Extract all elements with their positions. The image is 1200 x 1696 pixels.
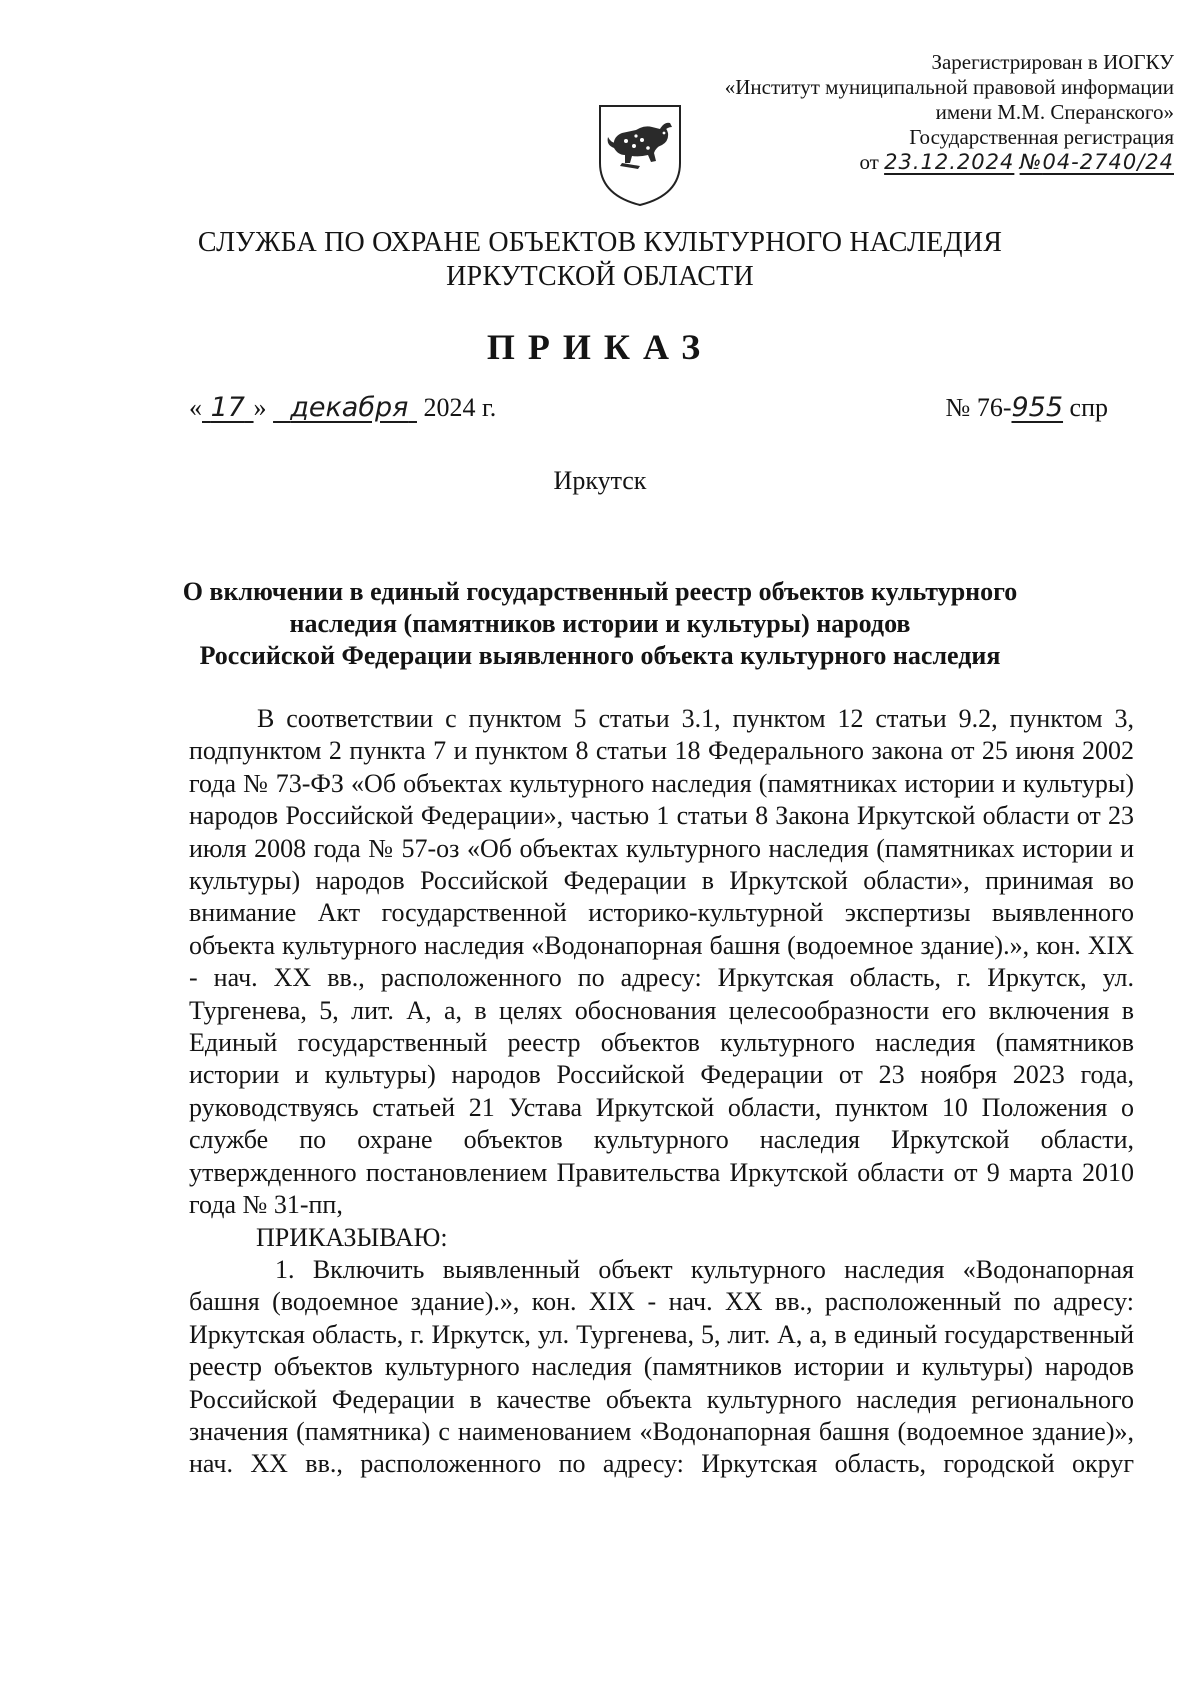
registration-number: 04-2740/24 (1042, 150, 1174, 174)
registration-date: 23.12.2024 (884, 150, 1015, 174)
preamble-paragraph: В соответствии с пунктом 5 статьи 3.1, пунктом 12 статьи 9.2, пунктом 3, подпунктом 2 пункта 7 и пунктом 8 статьи 18 Федерального закона от 25 июня 2002 года № 73-ФЗ «Об объектах культурного наследия (памятниках истории и культуры) народов Российской Федерации», частью 1 статьи 8 Закона Иркутской области от 23 июля 2008 года № 57-оз «Об объектах культурного наследия (памятниках истории и культуры) народов Российской Федерации в Иркутской области», принимая во внимание Акт государственной историко-культурной экспертизы выявленного объекта культурного наследия «Водонапорная башня (водоемное здание).», кон. XIX - нач. XX вв., расположенного по адресу: Иркутская область, г. Иркутск, ул. Тургенева, 5, лит. А, а, в целях обоснования целесообразности его включения в Единый государственный реестр объектов культурного наследия (памятников истории и культуры) народов Российской Федерации от 23 ноября 2023 года, руководствуясь статьей 21 Устава Иркутской области, пунктом 10 Положения о службе по охране объектов культурного наследия Иркутской области, утвержденного постановлением Правительства Иркутской области от 9 марта 2010 года № 31-пп, (189, 704, 1134, 1220)
city: Иркутск (553, 466, 647, 495)
agency-name-line-2: ИРКУТСКОЙ ОБЛАСТИ (446, 261, 754, 292)
registration-prefix: от (859, 150, 879, 174)
subject-line-3: Российской Федерации выявленного объекта культурного наследия (199, 641, 1001, 670)
agency-name (0, 226, 1200, 294)
date-year: 2024 г. (423, 393, 497, 422)
order-date (189, 392, 496, 423)
date-open-quote: « (189, 393, 202, 422)
subject-line-2: наследия (памятников истории и культуры) народов (289, 609, 911, 638)
subject-line-1: О включении в единый государственный реестр объектов культурного (182, 577, 1018, 606)
registration-line-2: «Институт муниципальной правовой информации (724, 75, 1174, 99)
registration-stamp (614, 50, 1174, 175)
order-item-1: 1. Включить выявленный объект культурного наследия «Водонапорная башня (водоемное здание).», кон. XIX - нач. XX вв., расположенный по адресу: Иркутская область, г. Иркутск, ул. Тургенева, 5, лит. А, а, в единый государственный реестр объектов культурного наследия (памятников истории и культуры) народов Российской Федерации в качестве объекта культурного наследия регионального значения (памятника) с наименованием «Водонапорная башня (водоемное здание)», нач. XX вв., расположенного по адресу: Иркутская область, городской округ (189, 1254, 1134, 1479)
order-number-suffix: спр (1069, 393, 1108, 422)
registration-line-3: имени М.М. Сперанского» (935, 100, 1174, 124)
registration-line-1: Зарегистрирован в ИОГКУ (931, 50, 1174, 74)
registration-number-prefix: № (1019, 150, 1043, 174)
order-number (946, 392, 1108, 423)
coat-of-arms-icon (596, 103, 684, 208)
registration-date-line (614, 150, 1174, 175)
date-month: декабря (290, 392, 409, 423)
order-title: ПРИКАЗ (486, 327, 714, 367)
agency-name-line-1: СЛУЖБА ПО ОХРАНЕ ОБЪЕКТОВ КУЛЬТУРНОГО НАСЛЕДИЯ (197, 227, 1003, 258)
date-close-quote: » (253, 393, 267, 422)
registration-line-4: Государственная регистрация (909, 125, 1174, 149)
date-day: 17 (210, 392, 245, 423)
order-number-prefix: № 76- (945, 393, 1012, 422)
order-word: ПРИКАЗЫВАЮ: (256, 1222, 448, 1252)
order-subject (0, 576, 1200, 672)
order-body (189, 703, 1134, 1481)
order-number-handwritten: 955 (1011, 392, 1064, 423)
